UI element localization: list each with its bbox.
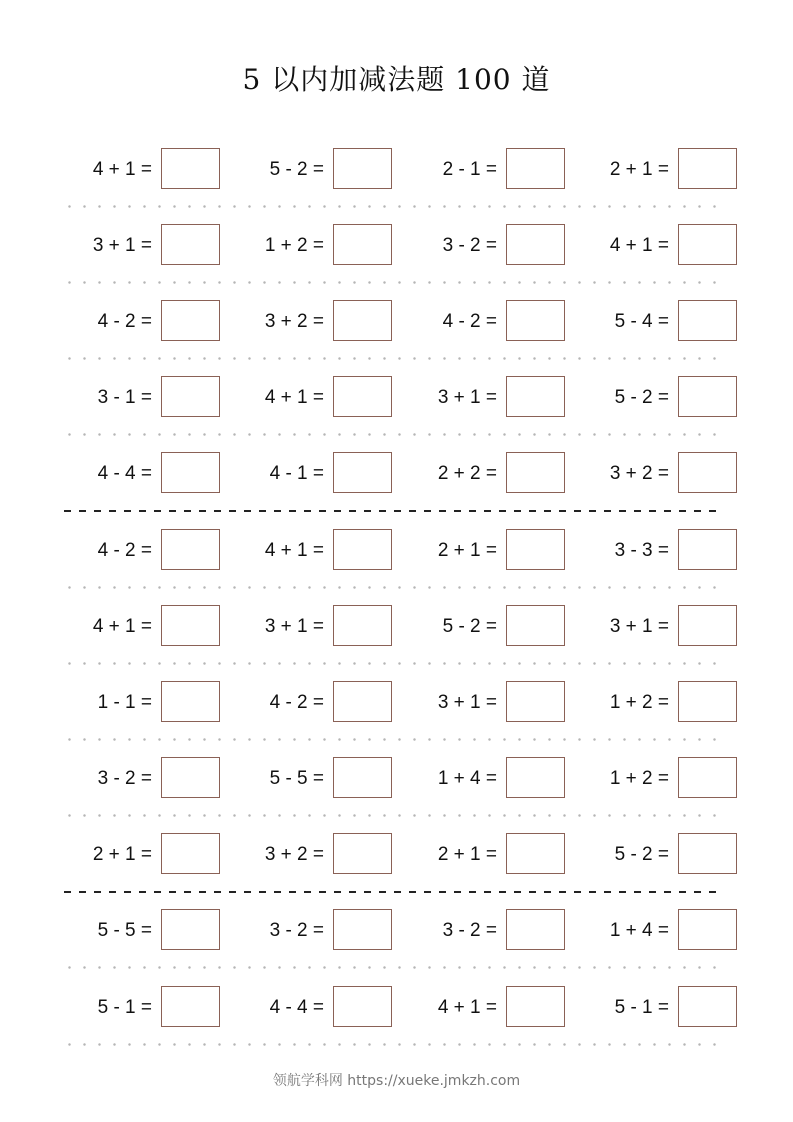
problem-row [0, 452, 793, 496]
problem-row [0, 529, 793, 573]
problem-expression: 2 + 1 = [437, 540, 497, 561]
problem-item [537, 300, 737, 344]
problem-expression: 4 - 4 = [269, 997, 324, 1018]
dotted-divider [62, 1043, 724, 1046]
problem-expression: 5 - 2 = [614, 387, 669, 408]
problem-expression: 3 - 2 = [97, 768, 152, 789]
answer-box[interactable] [678, 681, 737, 722]
problem-item [365, 224, 565, 268]
problem-item [20, 300, 220, 344]
problem-row [0, 605, 793, 649]
section-dashed-divider [64, 510, 720, 512]
problem-item [537, 681, 737, 725]
problem-item [365, 681, 565, 725]
dotted-divider [62, 205, 724, 208]
answer-box[interactable] [678, 224, 737, 265]
dotted-divider [62, 357, 724, 360]
answer-box[interactable] [678, 833, 737, 874]
problem-expression: 3 + 1 = [92, 235, 152, 256]
dotted-divider [62, 966, 724, 969]
problem-item [537, 986, 737, 1030]
problem-item [365, 300, 565, 344]
problem-expression: 1 + 4 = [437, 768, 497, 789]
problem-item [365, 986, 565, 1030]
problem-item [192, 986, 392, 1030]
problem-item [365, 833, 565, 877]
problem-expression: 4 + 1 = [264, 387, 324, 408]
problem-expression: 4 - 2 = [269, 692, 324, 713]
problem-expression: 2 + 1 = [437, 844, 497, 865]
problem-expression: 3 + 2 = [264, 844, 324, 865]
dotted-divider [62, 586, 724, 589]
problem-item [192, 376, 392, 420]
problem-expression: 5 - 4 = [614, 311, 669, 332]
problem-item [537, 376, 737, 420]
problem-item [192, 224, 392, 268]
problem-expression: 5 - 5 = [269, 768, 324, 789]
problem-expression: 3 - 2 = [269, 920, 324, 941]
problem-expression: 4 - 2 = [442, 311, 497, 332]
problem-item [20, 605, 220, 649]
problem-expression: 1 + 2 = [609, 692, 669, 713]
problem-item [20, 148, 220, 192]
problem-expression: 3 - 2 = [442, 920, 497, 941]
dotted-divider [62, 738, 724, 741]
problem-expression: 1 - 1 = [97, 692, 152, 713]
dotted-divider [62, 814, 724, 817]
problem-expression: 4 - 4 = [97, 463, 152, 484]
problem-expression: 2 + 1 = [92, 844, 152, 865]
problem-expression: 5 - 2 = [269, 159, 324, 180]
problem-row [0, 986, 793, 1030]
problem-row [0, 681, 793, 725]
problem-item [365, 757, 565, 801]
dotted-divider [62, 433, 724, 436]
answer-box[interactable] [678, 300, 737, 341]
problem-row [0, 909, 793, 953]
problem-expression: 3 + 1 = [609, 616, 669, 637]
problem-expression: 2 + 1 = [609, 159, 669, 180]
problem-item [20, 224, 220, 268]
problem-expression: 4 - 1 = [269, 463, 324, 484]
answer-box[interactable] [678, 376, 737, 417]
problem-expression: 2 + 2 = [437, 463, 497, 484]
problem-item [20, 681, 220, 725]
problem-expression: 4 + 1 = [437, 997, 497, 1018]
problem-expression: 4 + 1 = [609, 235, 669, 256]
problem-expression: 3 - 3 = [614, 540, 669, 561]
problem-item [537, 909, 737, 953]
problem-expression: 3 - 2 = [442, 235, 497, 256]
dotted-divider [62, 281, 724, 284]
answer-box[interactable] [678, 605, 737, 646]
problem-row [0, 300, 793, 344]
problem-item [20, 757, 220, 801]
problem-expression: 1 + 2 = [609, 768, 669, 789]
problem-item [192, 833, 392, 877]
problem-expression: 3 + 1 = [437, 692, 497, 713]
problem-item [20, 986, 220, 1030]
problem-item [192, 681, 392, 725]
problem-expression: 5 - 2 = [614, 844, 669, 865]
problem-item [537, 148, 737, 192]
problem-item [365, 148, 565, 192]
problem-item [365, 605, 565, 649]
problem-item [192, 148, 392, 192]
problem-item [365, 529, 565, 573]
problem-item [537, 605, 737, 649]
problem-item [537, 452, 737, 496]
problem-row [0, 833, 793, 877]
problem-row [0, 376, 793, 420]
problem-expression: 5 - 1 = [97, 997, 152, 1018]
problem-expression: 1 + 4 = [609, 920, 669, 941]
problem-expression: 2 - 1 = [442, 159, 497, 180]
problem-row [0, 148, 793, 192]
problem-row [0, 224, 793, 268]
problem-expression: 3 + 1 = [437, 387, 497, 408]
problem-item [365, 452, 565, 496]
answer-box[interactable] [678, 909, 737, 950]
footer-watermark: 领航学科网 https://xueke.jmkzh.com [272, 1073, 521, 1089]
answer-box[interactable] [678, 986, 737, 1027]
problem-item [20, 909, 220, 953]
answer-box[interactable] [678, 452, 737, 493]
problem-row [0, 757, 793, 801]
problem-expression: 3 + 2 = [264, 311, 324, 332]
problem-expression: 4 + 1 = [92, 616, 152, 637]
answer-box[interactable] [678, 148, 737, 189]
problem-expression: 4 - 2 = [97, 540, 152, 561]
answer-box[interactable] [678, 529, 737, 570]
problem-item [192, 300, 392, 344]
problem-item [537, 833, 737, 877]
problem-item [192, 757, 392, 801]
problem-expression: 4 + 1 = [264, 540, 324, 561]
problem-item [192, 605, 392, 649]
problem-item [365, 376, 565, 420]
problem-item [20, 452, 220, 496]
problem-expression: 4 + 1 = [92, 159, 152, 180]
problem-item [537, 529, 737, 573]
problem-expression: 5 - 2 = [442, 616, 497, 637]
problem-item [192, 452, 392, 496]
problem-item [537, 757, 737, 801]
page-title: 5 以内加减法题 100 道 [242, 63, 551, 96]
problem-item [192, 529, 392, 573]
problem-expression: 3 - 1 = [97, 387, 152, 408]
problem-expression: 5 - 5 = [97, 920, 152, 941]
problem-item [20, 529, 220, 573]
dotted-divider [62, 662, 724, 665]
problem-item [20, 833, 220, 877]
answer-box[interactable] [678, 757, 737, 798]
problem-expression: 4 - 2 = [97, 311, 152, 332]
problem-item [365, 909, 565, 953]
problem-expression: 5 - 1 = [614, 997, 669, 1018]
section-dashed-divider [64, 891, 720, 893]
problem-item [537, 224, 737, 268]
problem-item [20, 376, 220, 420]
problem-expression: 3 + 2 = [609, 463, 669, 484]
problem-expression: 3 + 1 = [264, 616, 324, 637]
problem-item [192, 909, 392, 953]
problem-expression: 1 + 2 = [264, 235, 324, 256]
